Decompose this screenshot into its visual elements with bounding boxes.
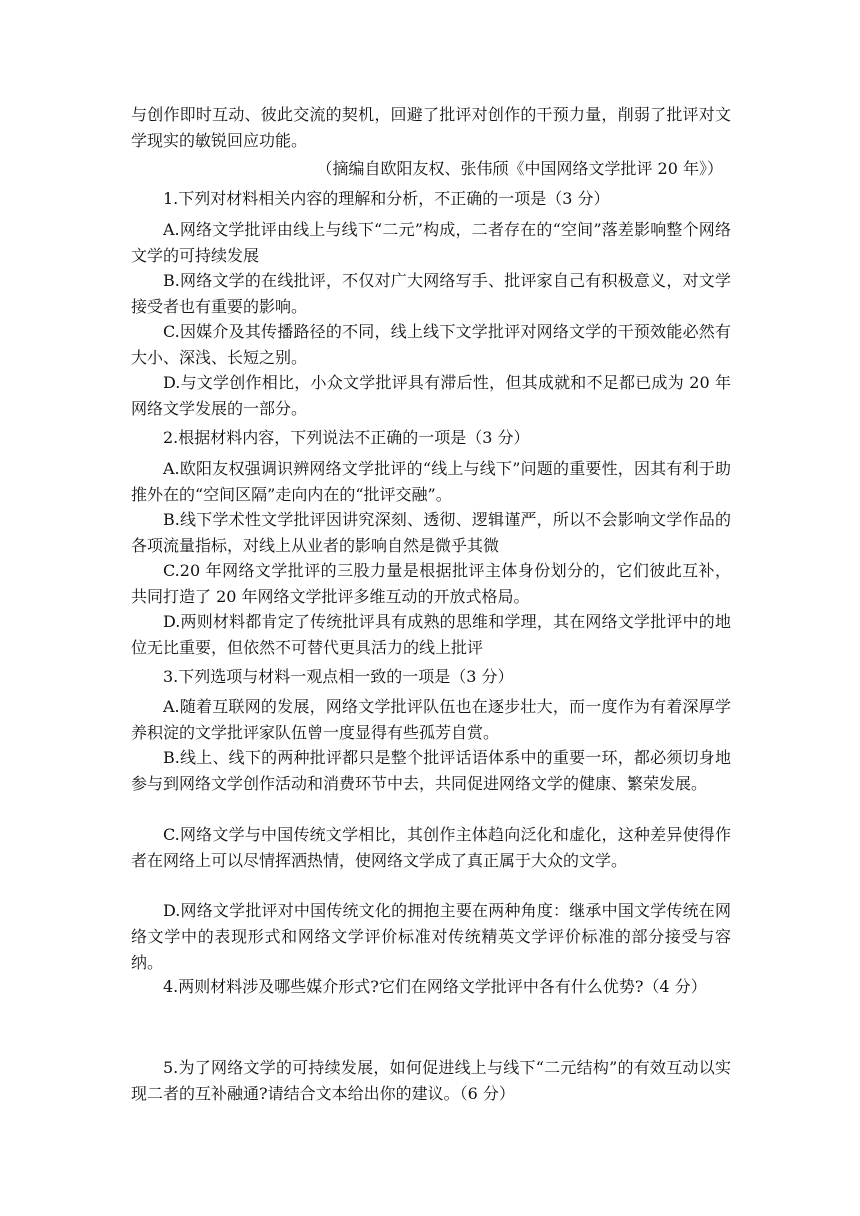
question-1-option-a: A.网络文学批评由线上与线下“二元”构成，二者存在的“空间”落差影响整个网络文学的可持续发展 [131, 220, 731, 265]
question-5-stem: 5.为了网络文学的可持续发展，如何促进线上与线下“二元结构”的有效互动以实现二者的互补融通?请结合文本给出你的建议。（6 分） [131, 1058, 731, 1103]
question-2-option-d: D.两则材料都肯定了传统批评具有成熟的思维和学理，其在网络文学批评中的地位无比重要，但依然不可替代更具活力的线上批评 [131, 612, 731, 657]
question-4-stem: 4.两则材料涉及哪些媒介形式?它们在网络文学批评中各有什么优势?（4 分） [163, 977, 707, 996]
source-citation: （摘编自欧阳友权、张伟颀《中国网络文学批评 20 年》） [316, 159, 723, 178]
question-3-stem: 3.下列选项与材料一观点相一致的一项是（3 分） [163, 667, 514, 686]
question-1-stem: 1.下列对材料相关内容的理解和分析，不正确的一项是（3 分） [163, 189, 610, 208]
question-3-option-d: D.网络文学批评对中国传统文化的拥抱主要在两种角度：继承中国文学传统在网络文学中的表现形式和网络文学评价标准对传统精英文学评价标准的部分接受与容纳。 [131, 901, 731, 972]
question-3-option-c: C.网络文学与中国传统文学相比，其创作主体趋向泛化和虚化，这种差异使得作者在网络上可以尽情挥洒热情，使网络文学成了真正属于大众的文学。 [131, 825, 731, 870]
question-3-option-a: A.随着互联网的发展，网络文学批评队伍也在逐步壮大，而一度作为有着深厚学养积淀的文学批评家队伍曾一度显得有些孤芳自赏。 [131, 697, 731, 742]
question-2-option-c: C.20 年网络文学批评的三股力量是根据批评主体身份划分的，它们彼此互补，共同打造了 20 年网络文学批评多维互动的开放式格局。 [131, 561, 731, 606]
intro-paragraph: 与创作即时互动、彼此交流的契机，回避了批评对创作的干预力量，削弱了批评对文学现实的敏锐回应功能。 [131, 105, 731, 150]
question-2-option-b: B.线下学术性文学批评因讲究深刻、透彻、逻辑谨严，所以不会影响文学作品的各项流量指标，对线上从业者的影响自然是微乎其微 [131, 510, 731, 555]
question-1-option-d: D.与文学创作相比，小众文学批评具有滞后性，但其成就和不足都已成为 20 年网络文学发展的一部分。 [131, 373, 731, 418]
question-2-option-a: A.欧阳友权强调识辨网络文学批评的“线上与线下”问题的重要性，因其有利于助推外在的“空间区隔”走向内在的“批评交融”。 [131, 459, 731, 504]
question-3-option-b: B.线上、线下的两种批评都只是整个批评话语体系中的重要一环，都必须切身地参与到网络文学创作活动和消费环节中去，共同促进网络文学的健康、繁荣发展。 [131, 748, 731, 793]
question-1-option-b: B.网络文学的在线批评，不仅对广大网络写手、批评家自己有积极意义，对文学接受者也有重要的影响。 [131, 271, 731, 316]
question-2-stem: 2.根据材料内容，下列说法不正确的一项是（3 分） [163, 428, 530, 447]
question-1-option-c: C.因媒介及其传播路径的不同，线上线下文学批评对网络文学的干预效能必然有大小、深浅、长短之别。 [131, 322, 731, 367]
